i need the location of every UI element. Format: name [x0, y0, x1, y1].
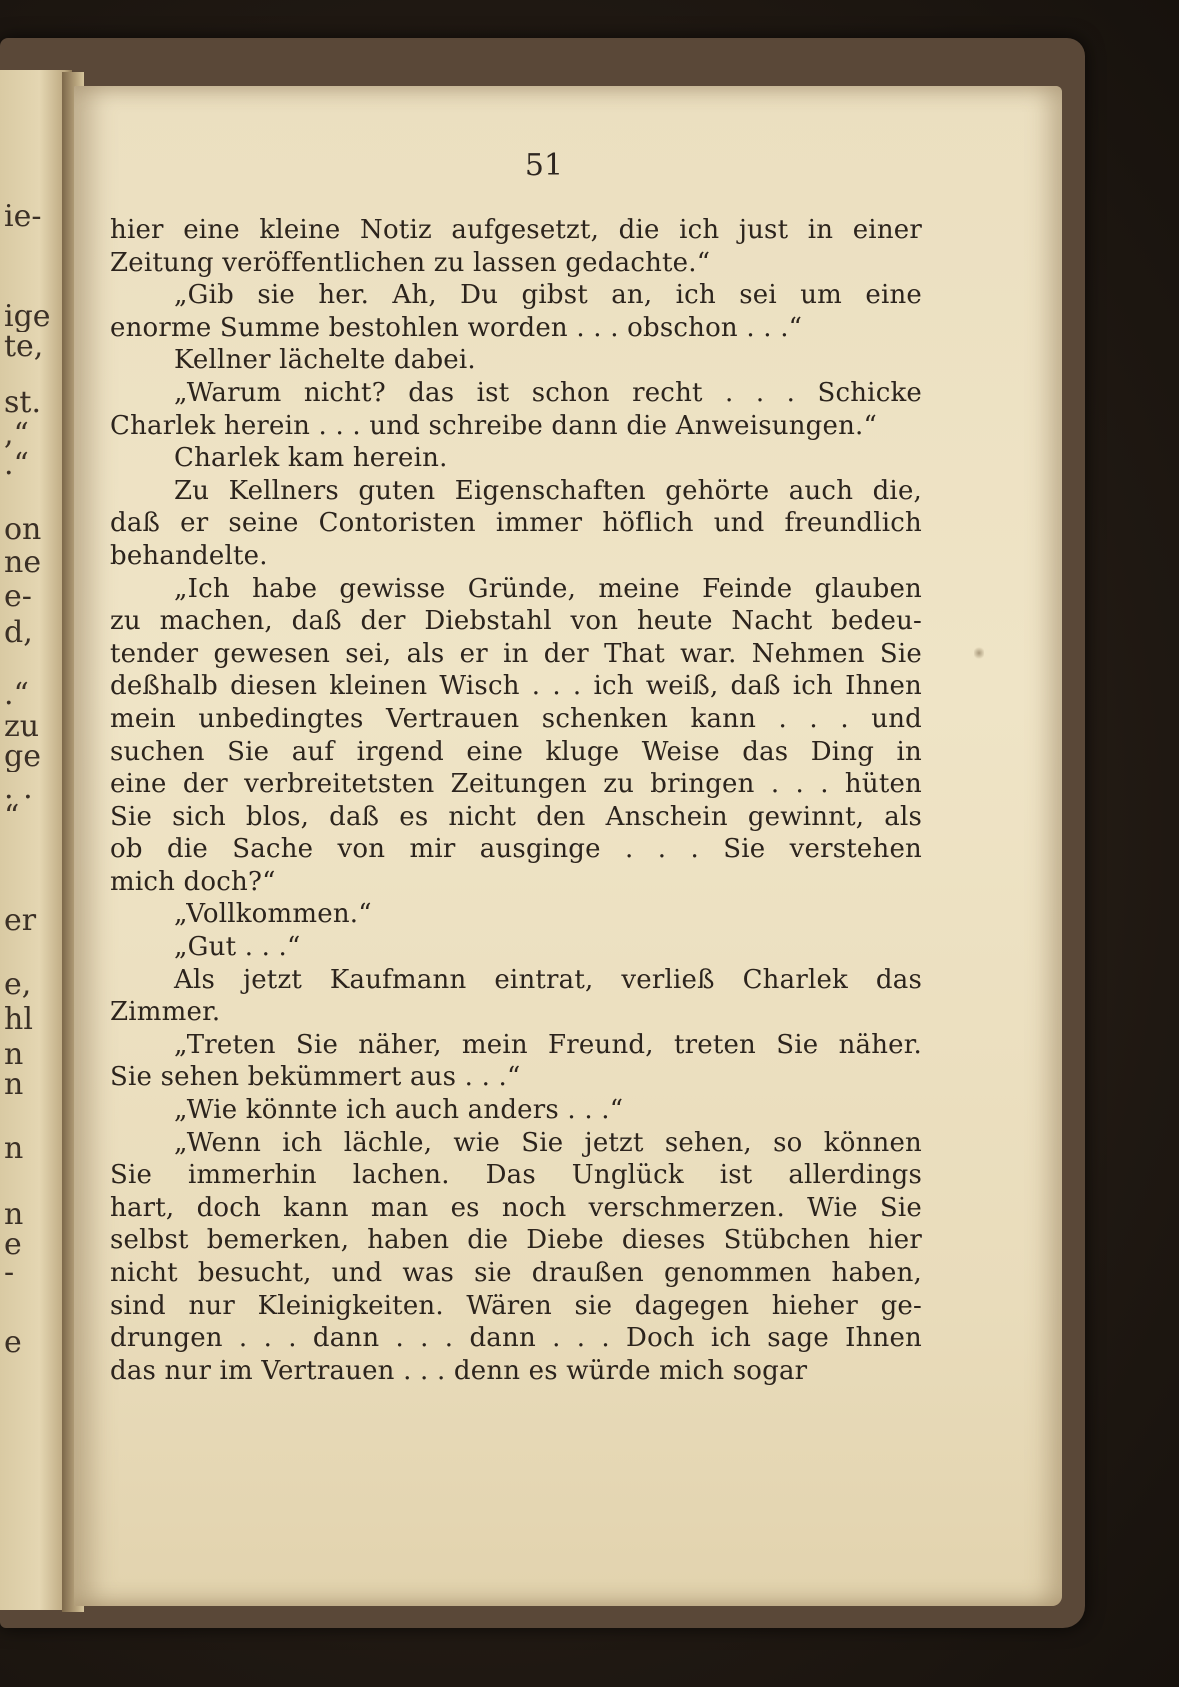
- left-page-fragment: e: [4, 1328, 22, 1358]
- page-text-block: [110, 214, 922, 1387]
- text-line: „Treten Sie näher, mein Freund, treten Sie näher.: [174, 1029, 922, 1060]
- left-page-fragment: ge: [4, 742, 41, 772]
- text-line: Zimmer.: [110, 997, 221, 1028]
- left-page-fragment: on: [4, 515, 42, 545]
- page-number: 51: [524, 148, 564, 183]
- left-page-fragment: ne: [4, 548, 42, 578]
- text-line: behandelte.: [110, 540, 268, 571]
- text-line: das nur im Vertrauen . . . denn es würde mich sogar: [110, 1355, 808, 1386]
- text-line: drungen . . . dann . . . dann . . . Doch ich sage Ihnen: [110, 1323, 922, 1354]
- left-page-fragment: zu: [4, 712, 40, 742]
- left-page-fragment: ie-: [4, 202, 42, 232]
- text-line: eine der verbreitetsten Zeitungen zu bringen . . . hüten: [110, 769, 922, 800]
- text-line: Charlek herein . . . und schreibe dann die Anweisungen.“: [110, 410, 877, 441]
- text-line: Sie sich blos, daß es nicht den Anschein gewinnt, als: [110, 801, 922, 832]
- text-line: Charlek kam herein.: [174, 443, 448, 474]
- left-page-fragment: ,“: [4, 420, 29, 450]
- text-line: „Gut . . .“: [174, 932, 301, 963]
- left-page-fragment: -: [4, 1258, 15, 1288]
- text-line: tender gewesen sei, als er in der That war. Nehmen Sie: [110, 638, 922, 669]
- left-page-fragment: e-: [4, 582, 32, 612]
- left-page-fragment: hl: [4, 1005, 33, 1035]
- left-page-fragment: e: [4, 1230, 22, 1260]
- text-line: Als jetzt Kaufmann eintrat, verließ Charlek das: [174, 964, 922, 995]
- left-page-fragment: te,: [4, 332, 44, 362]
- text-line: „Wie könnte ich auch anders . . .“: [174, 1095, 624, 1126]
- text-line: ob die Sache von mir ausginge . . . Sie verstehen: [110, 834, 922, 865]
- text-line: Sie sehen bekümmert aus . . .“: [110, 1062, 521, 1093]
- text-line: Zeitung veröffentlichen zu lassen gedachte.“: [110, 247, 711, 278]
- text-line: daß er seine Contoristen immer höflich und freundlich: [110, 508, 922, 539]
- left-page-fragment: ige: [4, 302, 51, 332]
- left-page-fragment: “: [4, 802, 20, 832]
- left-page-fragment: e,: [4, 970, 32, 1000]
- text-line: selbst bemerken, haben die Diebe dieses Stübchen hier: [110, 1225, 922, 1256]
- ink-smudge: [974, 646, 984, 660]
- text-line: suchen Sie auf irgend eine kluge Weise das Ding in: [110, 736, 922, 767]
- right-page: [74, 86, 1062, 1606]
- text-line: Zu Kellners guten Eigenschaften gehörte auch die,: [174, 475, 922, 506]
- left-page-fragment: . .: [4, 774, 33, 804]
- text-line: hier eine kleine Notiz aufgesetzt, die ich just in einer: [110, 215, 922, 245]
- left-page-fragment: n: [4, 1200, 24, 1230]
- text-line: „Wenn ich lächle, wie Sie jetzt sehen, so können: [174, 1127, 922, 1158]
- text-line: mich doch?“: [110, 866, 276, 897]
- text-line: „Ich habe gewisse Gründe, meine Feinde glauben: [174, 573, 922, 604]
- text-line: „Gib sie her. Ah, Du gibst an, ich sei um eine: [174, 280, 922, 311]
- left-page-fragment: er: [4, 906, 37, 936]
- text-line: deßhalb diesen kleinen Wisch . . . ich weiß, daß ich Ihnen: [110, 671, 922, 702]
- text-line: Sie immerhin lachen. Das Unglück ist allerdings: [110, 1160, 922, 1191]
- text-line: zu machen, daß der Diebstahl von heute Nacht bedeu-: [110, 606, 922, 637]
- left-page-fragment: st.: [4, 388, 41, 418]
- text-line: nicht besucht, und was sie draußen genommen haben,: [110, 1258, 922, 1288]
- left-page-fragment: .“: [4, 680, 29, 710]
- left-page-fragment: .“: [4, 450, 29, 480]
- left-page-fragment: n: [4, 1070, 24, 1100]
- text-line: „Vollkommen.“: [174, 899, 372, 930]
- left-page-fragment: d,: [4, 618, 33, 648]
- text-line: sind nur Kleinigkeiten. Wären sie dagegen hieher ge-: [110, 1290, 922, 1321]
- text-line: hart, doch kann man es noch verschmerzen. Wie Sie: [110, 1192, 922, 1223]
- text-line: mein unbedingtes Vertrauen schenken kann . . . und: [110, 703, 922, 734]
- text-line: enorme Summe bestohlen worden . . . obschon . . .“: [110, 312, 803, 343]
- left-page-fragment: n: [4, 1134, 24, 1164]
- text-line: Kellner lächelte dabei.: [174, 345, 476, 376]
- text-line: „Warum nicht? das ist schon recht . . . Schicke: [174, 377, 922, 408]
- left-page-fragment: n: [4, 1040, 24, 1070]
